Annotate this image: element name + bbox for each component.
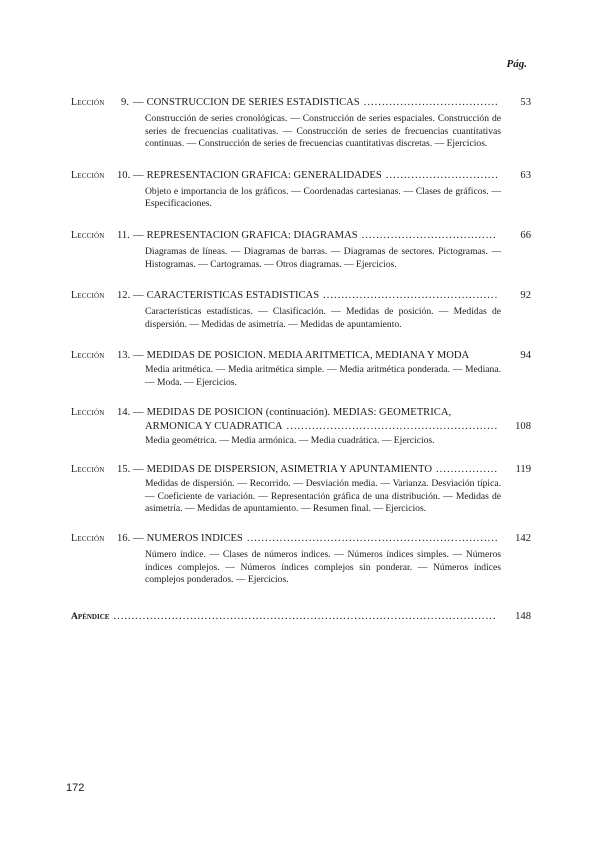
appendix-page: 148: [515, 610, 531, 622]
lesson-page: 92: [520, 290, 531, 302]
lesson-number: 10.: [117, 169, 131, 181]
lesson-label: Lección: [71, 229, 105, 241]
lesson-number: 13.: [117, 350, 131, 362]
page-number: 172: [66, 782, 85, 794]
lesson-description: Objeto e importancia de los gráficos. — Coordenadas cartesianas. — Clases de gráficos. — Especificaciones.: [145, 185, 501, 210]
leader-dots: [364, 96, 497, 110]
lesson-description: Número índice. — Clases de números índices. — Números índices simples. — Números índices complejos. — Números índices complejos sin ponderar. — Números índices complejos ponderados. — Ejercicios.: [145, 548, 501, 586]
lesson-description: Media geométrica. — Media armónica. — Media cuadrática. — Ejercicios.: [145, 434, 435, 446]
lesson-title: NUMEROS INDICES: [146, 532, 243, 544]
lesson-page: 63: [520, 169, 531, 181]
leader-dots: [386, 169, 497, 183]
lesson-description: Características estadísticas. — Clasificación. — Medidas de posición. — Medidas de dispersión. — Medidas de asimetría. — Medidas de apuntamiento.: [145, 306, 501, 330]
lesson-label: Lección: [71, 532, 105, 544]
lesson-page: 53: [520, 97, 531, 108]
leader-dots: [113, 611, 497, 622]
lesson-number: 9.: [121, 97, 129, 108]
leader-dots: [287, 420, 497, 434]
leader-dots: [247, 532, 497, 546]
lesson-label: Lección: [71, 169, 105, 181]
appendix-label: Apéndice: [71, 610, 110, 622]
lesson-title: CARACTERISTICAS ESTADISTICAS: [146, 290, 320, 302]
lesson-page: 66: [520, 229, 531, 241]
lesson-description: Medidas de dispersión. — Recorrido. — Desviación media. — Varianza. Desviación típica. — Coeficiente de variación. — Representación gráfica de una distribución. — Medidas de asimetría. — Medidas de apuntamiento. — Resumen final. — Ejercicios.: [145, 478, 501, 515]
lesson-number: 15.: [117, 464, 131, 476]
lesson-label: Lección: [71, 464, 105, 476]
lesson-title: MEDIDAS DE POSICION. MEDIA ARITMETICA, MEDIANA Y MODA: [146, 350, 470, 362]
lesson-label: Lección: [71, 350, 105, 362]
lesson-title: REPRESENTACION GRAFICA: DIAGRAMAS: [146, 229, 358, 241]
toc-entry-16: Lección 16. — NUMEROS INDICES ..... 142 Número índice. — Clases de números índices. — Números índices simples. — Números índices complejos. — Números índices complejos sin ponderar. — Números índices complejos ponderados. — Ejercicios.: [71, 532, 531, 587]
lesson-page: 142: [515, 532, 531, 544]
lesson-description: Media aritmética. — Media aritmética simple. — Media aritmética ponderada. — Mediana. — Moda. — Ejercicios.: [145, 364, 501, 388]
lesson-number: 11.: [117, 229, 130, 241]
table-of-contents: [71, 96, 531, 622]
lesson-title: MEDIDAS DE DISPERSION, ASIMETRIA Y APUNTAMIENTO: [146, 464, 432, 476]
lesson-page: 94: [520, 350, 531, 362]
toc-entry-15: Lección 15. — MEDIDAS DE DISPERSION, ASIMETRIA Y APUNTAMIENTO ..... 119 Medidas de dispersión. — Recorrido. — Desviación media. — Varianza. Desviación típica. — Coeficiente de variación. — Representación gráfica de una distribución. — Medidas de asimetría. — Medidas de apuntamiento. — Resumen final. — Ejercicios.: [71, 463, 531, 516]
lesson-title-line2: ARMONICA Y CUADRATICA: [145, 420, 283, 432]
lesson-title: REPRESENTACION GRAFICA: GENERALIDADES: [146, 169, 382, 181]
pag-column-header: Pág.: [506, 58, 527, 70]
leader-dots: [323, 289, 497, 303]
leader-dots: [362, 229, 497, 243]
lesson-label: Lección: [71, 290, 105, 302]
toc-entry-9: Lección 9. — CONSTRUCCION DE SERIES ESTADISTICAS ..... 53 Construcción de series cronológicas. — Construcción de series espaciales. Construcción de series de frecuencias cualitativas. — Construcción de series de frecuencias cuantitativas continuas. — Construcción de series de frecuencias cuantitativas discretas. — Ejercicios.: [71, 96, 531, 151]
lesson-number: 16.: [117, 532, 131, 544]
lesson-label: Lección: [71, 406, 105, 418]
lesson-description: Diagramas de líneas. — Diagramas de barras. — Diagramas de sectores. Pictogramas. — Histogramas. — Cartogramas. — Otros diagramas. — Ejercicios.: [145, 245, 501, 270]
toc-entry-12: Lección 12. — CARACTERISTICAS ESTADISTICAS ..... 92 Características estadísticas. — Clasificación. — Medidas de posición. — Medidas de dispersión. — Medidas de asimetría. — Medidas de apuntamiento.: [71, 289, 531, 331]
toc-entry-10: Lección 10. — REPRESENTACION GRAFICA: GENERALIDADES ..... 63 Objeto e importancia de los gráficos. — Coordenadas cartesianas. — Clases de gráficos. — Especificaciones.: [71, 169, 531, 211]
toc-entry-14: Lección 14. — MEDIDAS DE POSICION (continuación). MEDIAS: GEOMETRICA, ARMONICA Y CUADRATICA ..... 108 Media geométrica. — Media armónica. — Media cuadrática. — Ejercicios.: [71, 406, 531, 448]
toc-entry-13: Lección 13. — MEDIDAS DE POSICION. MEDIA ARITMETICA, MEDIANA Y MODA 94 Media aritmética. — Media aritmética simple. — Media aritmética ponderada. — Mediana. — Moda. — Ejercicios.: [71, 350, 531, 388]
lesson-number: 12.: [117, 290, 131, 302]
lesson-title: MEDIDAS DE POSICION (continuación). MEDIAS: GEOMETRICA,: [146, 406, 452, 418]
leader-dots: [436, 463, 497, 477]
lesson-description: Construcción de series cronológicas. — Construcción de series espaciales. Construcción de series de frecuencias cualitativas. — Construcción de series de frecuencias cuantitativas continuas. — Construcción de series de frecuencias cuantitativas discretas. — Ejercicios.: [145, 113, 501, 150]
lesson-number: 14.: [117, 406, 131, 418]
lesson-page: 108: [515, 420, 531, 432]
toc-entry-appendix: [71, 611, 531, 622]
lesson-page: 119: [515, 464, 531, 476]
lesson-title: CONSTRUCCION DE SERIES ESTADISTICAS: [146, 97, 360, 108]
lesson-label: Lección: [71, 97, 105, 108]
toc-entry-11: Lección 11. — REPRESENTACION GRAFICA: DIAGRAMAS ..... 66 Diagramas de líneas. — Diagramas de barras. — Diagramas de sectores. Pictogramas. — Histogramas. — Cartogramas. — Otros diagramas. — Ejercicios.: [71, 229, 531, 271]
